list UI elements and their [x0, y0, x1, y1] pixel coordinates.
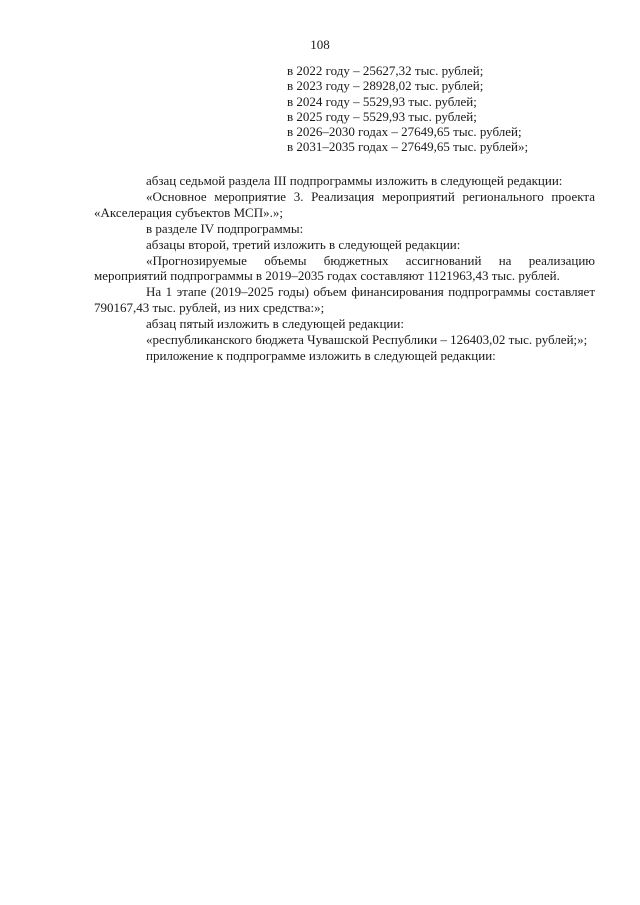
- paragraph: в разделе IV подпрограммы:: [146, 220, 304, 236]
- paragraph: На 1 этапе (2019–2025 годы) объем финансирования подпрограммы составляет 790167,43 тыс. рублей, из них средства:»;: [94, 284, 595, 316]
- amount-line-2025: в 2025 году – 5529,93 тыс. рублей;: [287, 108, 477, 124]
- page-number: 108: [310, 37, 330, 52]
- paragraph: абзацы второй, третий изложить в следующей редакции:: [146, 236, 461, 252]
- amount-line-2023: в 2023 году – 28928,02 тыс. рублей;: [287, 78, 484, 94]
- amount-line-2026-2030: в 2026–2030 годах – 27649,65 тыс. рублей;: [287, 124, 522, 140]
- paragraph: «Основное мероприятие 3. Реализация мероприятий регионального проекта «Акселерация субъектов МСП».»;: [94, 188, 595, 220]
- paragraph: абзац пятый изложить в следующей редакции:: [146, 316, 404, 332]
- funding-amounts-list: [287, 63, 528, 155]
- paragraph: абзац седьмой раздела III подпрограммы изложить в следующей редакции:: [146, 173, 563, 188]
- amount-line-2024: в 2024 году – 5529,93 тыс. рублей;: [287, 93, 477, 109]
- amount-line-2022: в 2022 году – 25627,32 тыс. рублей;: [287, 63, 484, 78]
- paragraph: «Прогнозируемые объемы бюджетных ассигнований на реализацию мероприятий подпрограммы в 2019–2035 годах составляют 1121963,43 тыс. рублей.: [94, 252, 595, 284]
- document-body: [94, 173, 595, 364]
- paragraph: приложение к подпрограмме изложить в следующей редакции:: [146, 347, 496, 363]
- amount-line-2031-2035: в 2031–2035 годах – 27649,65 тыс. рублей»;: [287, 139, 529, 155]
- paragraph: «республиканского бюджета Чувашской Республики – 126403,02 тыс. рублей;»;: [146, 332, 588, 348]
